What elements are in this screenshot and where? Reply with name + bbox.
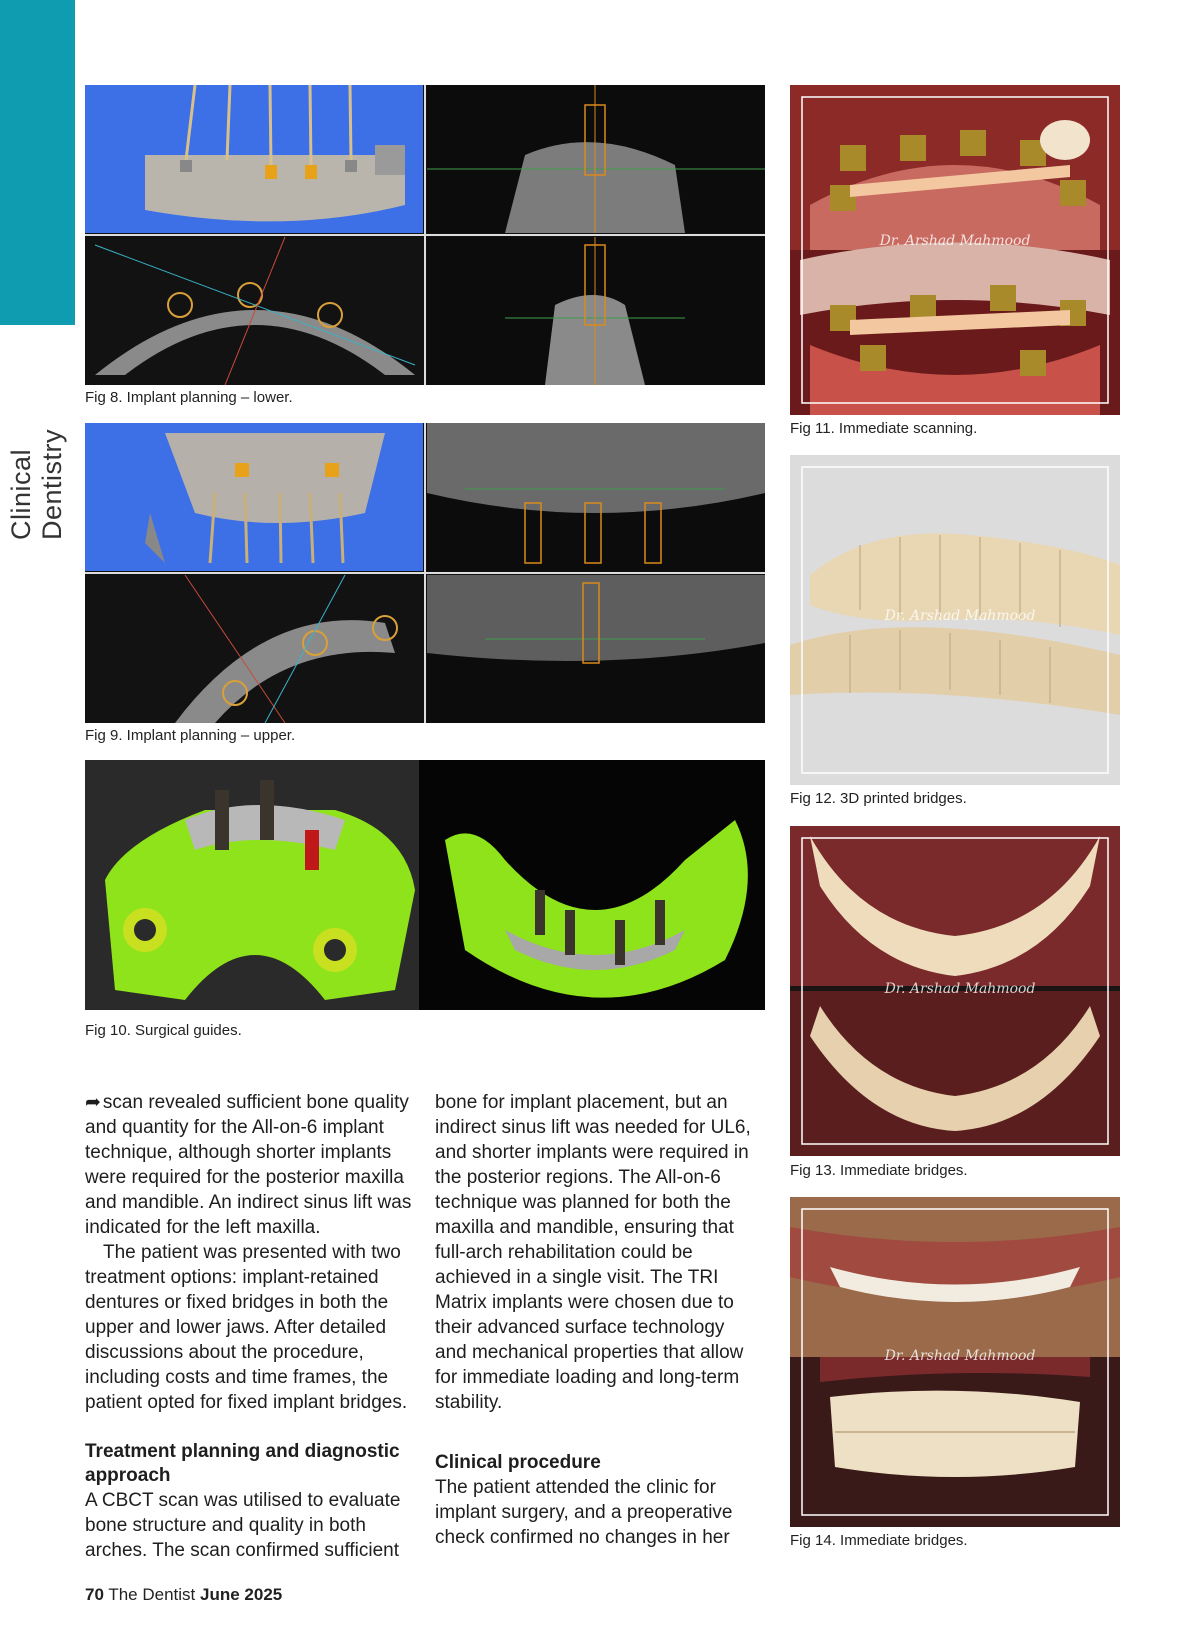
fig10-caption: Fig 10. Surgical guides.: [85, 1022, 242, 1039]
fig14-image: [790, 1197, 1120, 1527]
fig13-caption: Fig 13. Immediate bridges.: [790, 1162, 968, 1179]
fig12-image: [790, 455, 1120, 785]
fig8-image: [85, 85, 765, 385]
col2-paragraph-1: bone for implant placement, but an indirect sinus lift was needed for UL6, and shorter implants were required in the posterior regions. The All-on-6 technique was planned for both the maxilla and mandible, ensuring that full-arch rehabilitation could be achieved in a single visit. The TRI Matrix implants were chosen due to their advanced surface technology and mechanical properties that allow for immediate loading and long-term stability.: [435, 1092, 751, 1413]
fig12-caption: Fig 12. 3D printed bridges.: [790, 790, 967, 807]
col1-paragraph-1: ➦ scan revealed sufficient bone quality and quantity for the All-on-6 implant technique, although shorter implants were required for the posterior maxilla and mandible. An indirect sinus lift was indicated for the left maxilla.: [85, 1092, 412, 1238]
col1-paragraph-3: A CBCT scan was utilised to evaluate bone structure and quality in both arches. The scan confirmed sufficient: [85, 1490, 401, 1561]
section-heading-treatment-planning: Treatment planning and diagnostic approach: [85, 1441, 400, 1486]
fig12-watermark: Dr. Arshad Mahmood: [884, 608, 1036, 624]
section-label: Clinical Dentistry: [6, 428, 67, 540]
journal-name: The Dentist: [108, 1585, 196, 1604]
page-number: 70: [85, 1585, 104, 1604]
fig11-image: [790, 85, 1120, 415]
fig14-watermark: Dr. Arshad Mahmood: [884, 1348, 1036, 1364]
section-heading-clinical-procedure: Clinical procedure: [435, 1452, 601, 1473]
section-color-tab: [0, 0, 75, 325]
body-column-1: [85, 1090, 415, 1563]
fig11-watermark: Dr. Arshad Mahmood: [879, 233, 1031, 249]
continuation-arrow-icon: ➦: [85, 1092, 101, 1113]
fig14-caption: Fig 14. Immediate bridges.: [790, 1532, 968, 1549]
issue-date: June 2025: [200, 1585, 283, 1604]
fig8-caption: Fig 8. Implant planning – lower.: [85, 389, 293, 406]
col1-paragraph-2: The patient was presented with two treatment options: implant-retained dentures or fixed bridges in both the upper and lower jaws. After detailed discussions about the procedure, including costs and time frames, the patient opted for fixed implant bridges.: [85, 1242, 408, 1413]
body-column-2: [435, 1090, 755, 1550]
fig9-caption: Fig 9. Implant planning – upper.: [85, 727, 296, 744]
fig11-caption: Fig 11. Immediate scanning.: [790, 420, 978, 437]
col2-paragraph-2: The patient attended the clinic for implant surgery, and a preoperative check confirmed no changes in her: [435, 1477, 733, 1548]
page-footer: [85, 1585, 282, 1605]
fig13-image: [790, 826, 1120, 1156]
fig10-image: [85, 760, 765, 1010]
fig13-watermark: Dr. Arshad Mahmood: [884, 981, 1036, 997]
fig9-image: [85, 423, 765, 723]
